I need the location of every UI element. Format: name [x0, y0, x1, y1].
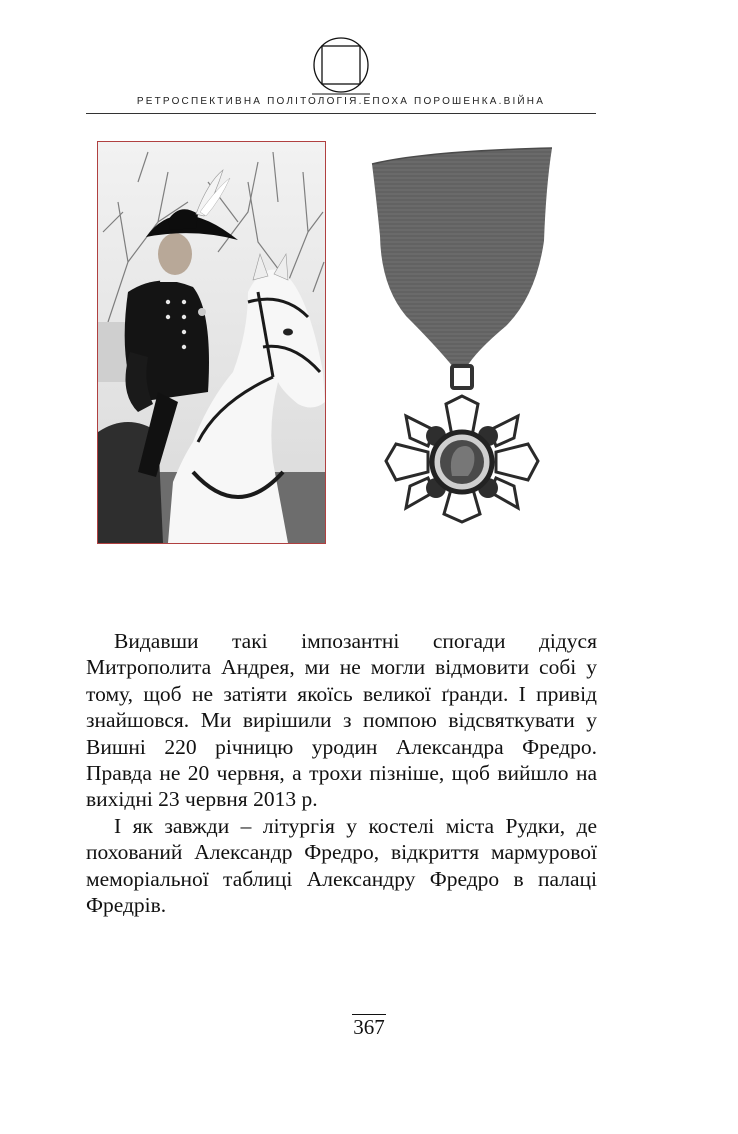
- page-number: 367: [353, 1015, 385, 1039]
- header-divider: [86, 113, 596, 114]
- page-number-container: [0, 1015, 738, 1040]
- horseman-photo: [97, 141, 326, 544]
- running-title: РЕТРОСПЕКТИВНА ПОЛІТОЛОГІЯ.ЕПОХА ПОРОШЕНКА.ВІЙНА: [136, 96, 546, 107]
- order-medal-photo: [366, 146, 558, 556]
- body-text: [86, 628, 597, 918]
- paragraph: І як завжди – літургія у костелі міста Рудки, де похований Александр Фредро, відкриття мармурової меморіальної таблиці Александру Фредро в палаці Фредрів.: [86, 813, 597, 918]
- paragraph: Видавши такі імпозантні спогади дідуся Митрополита Андрея, ми не могли відмовити собі у тому, щоб не затіяти якоїсь великої ґранди. І привід знайшовся. Ми вирішили з помпою відсвяткувати у Вишні 220 річницю уродин Александра Фредро. Правда не 20 червня, а трохи пізніше, щоб вийшло на вихідні 23 червня 2013 р.: [86, 629, 597, 812]
- circle-square-emblem-icon: [312, 36, 370, 96]
